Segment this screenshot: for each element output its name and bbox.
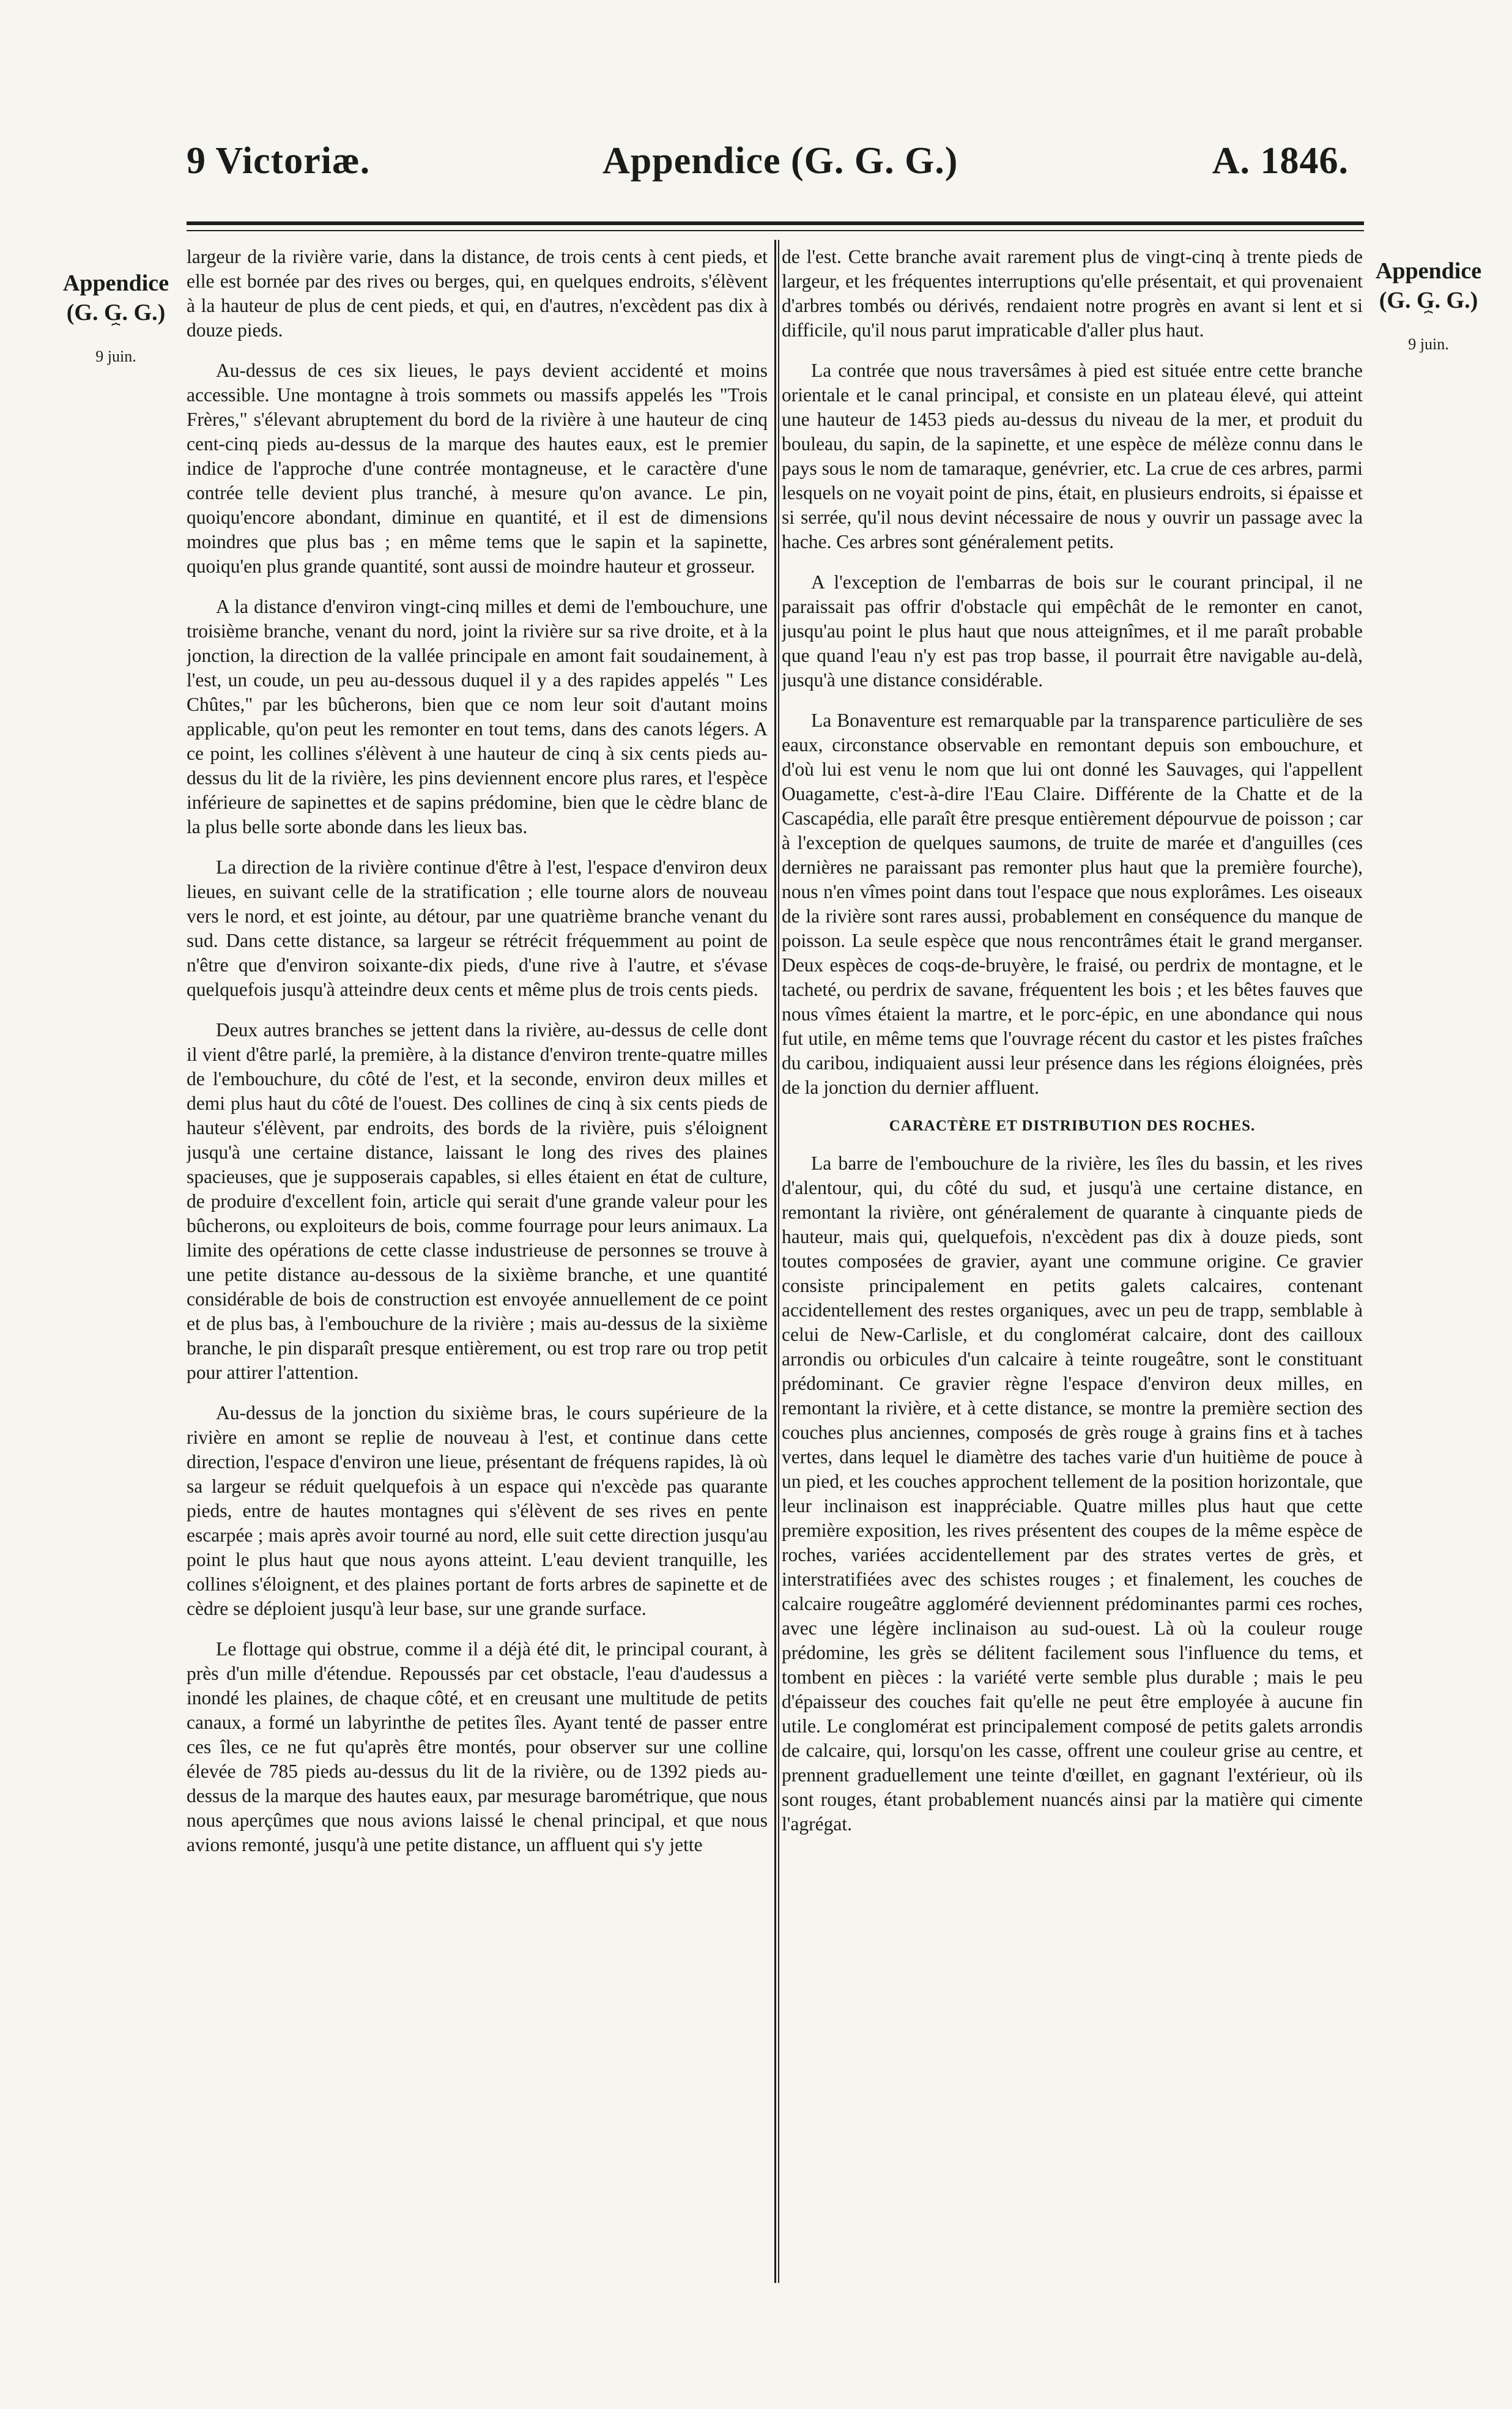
margin-note-left-sub: (G. G. G.): [66, 299, 166, 325]
paragraph: La direction de la rivière continue d'être à l'est, l'espace d'environ deux lieues, en suivant celle de la stratification ; elle tourne alors de nouveau vers le nord, et est jointe, au détour, par une quatrième branche venant du sud. Dans cette distance, sa largeur se rétrécit fréquemment au point de n'être que d'environ soixante-dix pieds, d'une rive à l'autre, et s'évase quelquefois jusqu'à atteindre deux cents et même plus de trois cents pieds.: [187, 856, 768, 1000]
margin-note-right-sub: (G. G. G.): [1379, 287, 1478, 313]
paragraph: Au-dessus de la jonction du sixième bras, le cours supérieure de la rivière en amont se replie de nouveau à l'est, et continue dans cette direction, l'espace d'environ une lieue, présentant de fréquens rapides, là où sa largeur se réduit quelquefois à un espace qui n'excède pas quarante pieds, entre de hautes montagnes qui s'élèvent de ses rives en pente escarpée ; mais après avoir tourné au nord, elle suit cette direction jusqu'au point le plus haut que nous ayons atteint. L'eau devient tranquille, les collines s'éloignent, et des plaines portant de forts arbres de sapinette et de cèdre se déploient jusqu'à leur base, sur une grande surface.: [187, 1402, 768, 1619]
paragraph: La Bonaventure est remarquable par la transparence particulière de ses eaux, circonstance observable en remontant depuis son embouchure, et d'où lui est venu le nom que lui ont donné les Sauvages, qui l'appellent Ouagamette, c'est-à-dire l'Eau Claire. Différente de la Chatte et de la Cascapédia, elle paraît être presque entièrement dépourvue de poisson ; car à l'exception de quelques saumons, de truite de marée et d'anguilles (ces dernières ne paraissant pas remonter plus haut que la première fourche), nous n'en vîmes point dans tout l'espace que nous explorâmes. Les oiseaux de la rivière sont rares aussi, probablement en conséquence du manque de poisson. La seule espèce que nous rencontrâmes était le grand merganser. Deux espèces de coqs-de-bruyère, le fraisé, ou perdrix de montagne, et le tacheté, ou perdrix de savane, fréquentent les bois ; et les bêtes fauves que nous vîmes étaient la martre, et le porc-épic, en une abondance qui nous fut utile, en même tems que l'ouvrage récent du castor et les pistes fraîches du caribou, indiquaient aussi leur présence dans les régions éloignées, près de la jonction du dernier affluent.: [782, 710, 1363, 1098]
margin-brace-icon: ⏞: [111, 324, 120, 340]
page-header: [187, 139, 1349, 198]
section-heading: CARACTÈRE ET DISTRIBUTION DES ROCHES.: [889, 1118, 1256, 1134]
margin-note-right-label: Appendice: [1375, 258, 1482, 284]
margin-note-right-date: 9 juin.: [1408, 335, 1449, 354]
paragraph: largeur de la rivière varie, dans la distance, de trois cents à cent pieds, et elle est bornée par des rives ou berges, qui, en quelques endroits, s'élèvent à la hauteur de plus de cent pieds, et qui, en d'autres, n'excèdent pas dix à douze pieds.: [187, 246, 768, 341]
margin-note-left-date: 9 juin.: [95, 347, 136, 366]
header-regnal-year: 9 Victoriæ.: [187, 140, 371, 182]
header-rule-thick: [187, 221, 1364, 225]
margin-brace-icon: ⏞: [1424, 311, 1433, 327]
paragraph: Deux autres branches se jettent dans la rivière, au-dessus de celle dont il vient d'être parlé, la première, à la distance d'environ trente-quatre milles de l'embouchure, du côté de l'est, et la seconde, environ deux milles et demi plus haut du côté de l'ouest. Des collines de cinq à six cents pieds de hauteur s'élèvent, par endroits, des bords de la rivière, puis s'éloignent jusqu'à une certaine distance, laissant le long des rives des plaines spacieuses, que je supposerais capables, si elles étaient en état de culture, de produire d'excellent foin, article qui serait d'une grande valeur pour les bûcherons, ou exploiteurs de bois, comme fourrage pour leurs animaux. La limite des opérations de cette classe industrieuse de personnes se trouve à une petite distance au-dessous de la sixième branche, et une quantité considérable de bois de construction est envoyée annuellement de ce point et de plus bas, à l'embouchure de la rivière ; mais au-dessus de la sixième branche, le pin disparaît presque entièrement, ou est trop rare ou trop petit pour attirer l'attention.: [187, 1019, 768, 1383]
margin-note-left: [50, 269, 182, 367]
left-column: [187, 245, 768, 2282]
header-rule-thin: [187, 230, 1364, 231]
paragraph: A la distance d'environ vingt-cinq milles et demi de l'embouchure, une troisième branche, venant du nord, joint la rivière sur sa rive droite, et à la jonction, la direction de la vallée principale en amont fait soudainement, à l'est, un coude, un peu au-dessous duquel il y a des rapides appelés " Les Chûtes," par les bûcherons, bien que ce nom leur soit d'autant moins applicable, qu'on peut les remonter en tout tems, dans des canots légers. A ce point, les collines s'élèvent à une hauteur de cinq à six cents pieds au-dessus du lit de la rivière, les pins deviennent encore plus rares, et l'espèce inférieure de sapinettes et de sapins prédomine, bien que le cèdre blanc de la plus belle sorte abonde dans les lieux bas.: [187, 596, 768, 837]
margin-note-right: [1363, 257, 1494, 355]
column-divider: [774, 240, 776, 2283]
margin-note-left-label: Appendice: [62, 270, 169, 296]
header-year: A. 1846.: [1212, 140, 1349, 182]
paragraph: de l'est. Cette branche avait rarement plus de vingt-cinq à trente pieds de largeur, et les fréquentes interruptions qu'elle présentait, et qui provenaient d'arbres tombés ou dérivés, rendaient notre progrès en avant si lent et si difficile, qu'il nous parut impraticable d'aller plus haut.: [782, 246, 1363, 341]
paragraph: Au-dessus de ces six lieues, le pays devient accidenté et moins accessible. Une montagne à trois sommets ou massifs appelés les "Trois Frères," s'élevant abruptement du bord de la rivière à une hauteur de cinq cent-cinq pieds au-dessus de la marque des hautes eaux, est le premier indice de l'approche d'une contrée montagneuse, et le caractère d'une contrée telle devient plus tranché, à mesure qu'on avance. Le pin, quoiqu'encore abondant, diminue en quantité, et il est de dimensions moindres que plus bas ; en même tems que le sapin et la sapinette, quoiqu'en plus grande quantité, sont aussi de moindre hauteur et grosseur.: [187, 360, 768, 577]
header-appendix-title: Appendice (G. G. G.): [602, 140, 958, 182]
paragraph: La contrée que nous traversâmes à pied est située entre cette branche orientale et le canal principal, et consiste en un plateau élevé, qui atteint une hauteur de 1453 pieds au-dessus du niveau de la mer, et produit du bouleau, du sapin, de la sapinette, et une espèce de mélèze connu dans le pays sous le nom de tamaraque, genévrier, etc. La crue de ces arbres, parmi lesquels on ne voyait point de pins, était, en plusieurs endroits, si épaisse et si serrée, qu'il nous devint nécessaire de nous y ouvrir un passage avec la hache. Ces arbres sont généralement petits.: [782, 360, 1363, 552]
paragraph: Le flottage qui obstrue, comme il a déjà été dit, le principal courant, à près d'un mille d'étendue. Repoussés par cet obstacle, l'eau d'audessus a inondé les plaines, de chaque côté, et en creusant une multitude de petits canaux, a formé un labyrinthe de petites îles. Ayant tenté de passer entre ces îles, ce ne fut qu'après être montés, pour observer sur une colline élevée de 785 pieds au-dessus du lit de la rivière, ou de 1392 pieds au-dessus de la marque des hautes eaux, par mesurage barométrique, que nous nous aperçûmes que nous avions laissé le chenal principal, et que nous avions remonté, jusqu'à une petite distance, un affluent qui s'y jette: [187, 1638, 768, 1855]
paragraph: A l'exception de l'embarras de bois sur le courant principal, il ne paraissait pas offrir d'obstacle qui empêchât de le remonter en canot, jusqu'au point le plus haut que nous atteignîmes, et il me paraît probable que quand l'eau n'y est pas trop basse, il pourrait être navigable au-delà, jusqu'à une distance considérable.: [782, 571, 1363, 691]
column-divider-inner: [778, 240, 779, 2283]
paragraph: La barre de l'embouchure de la rivière, les îles du bassin, et les rives d'alentour, qui, du côté du sud, et jusqu'à une certaine distance, en remontant la rivière, ont généralement de quarante à cinquante pieds de hauteur, mais qui, quelquefois, n'excèdent pas dix à douze pieds, sont toutes composées de gravier, ayant une commune origine. Ce gravier consiste principalement en petits galets calcaires, contenant accidentellement des restes organiques, avec un peu de trapp, semblable à celui de New-Carlisle, et du conglomérat calcaire, dont des cailloux arrondis ou orbicules d'un calcaire à teinte rougeâtre, sont le constituant prédominant. Ce gravier règne l'espace d'environ deux milles, en remontant la rivière, et à cette distance, se montre la première section des couches plus anciennes, composés de grès rouge à grains fins et à taches vertes, dans lequel le diamètre des taches varie d'un huitième de pouce à un pied, et les couches approchent tellement de la position horizontale, que leur inclinaison est inappréciable. Quatre milles plus haut que cette première exposition, les rives présentent des coupes de la même espèce de roches, variées accidentellement par des strates vertes de grès, et interstratifiées avec des schistes rouges ; et finalement, les couches de calcaire rougeâtre aggloméré deviennent prédominantes parmi ces roches, avec une légère inclinaison au sud-ouest. Là où la couleur rouge prédomine, les grès se délitent facilement sous l'influence du tems, et tombent en pièces : la variété verte semble plus durable ; mais le peu d'épaisseur des couches fait qu'elle ne peut être employée à aucune fin utile. Le conglomérat est principalement composé de petits galets arrondis de calcaire, qui, lorsqu'on les casse, offrent une couleur grise au centre, et prennent graduellement une teinte d'œillet, en gagnant l'extérieur, où ils sont rouges, étant probablement nuancés ainsi par la matière qui cimente l'agrégat.: [782, 1153, 1363, 1835]
right-column: [782, 245, 1363, 2282]
